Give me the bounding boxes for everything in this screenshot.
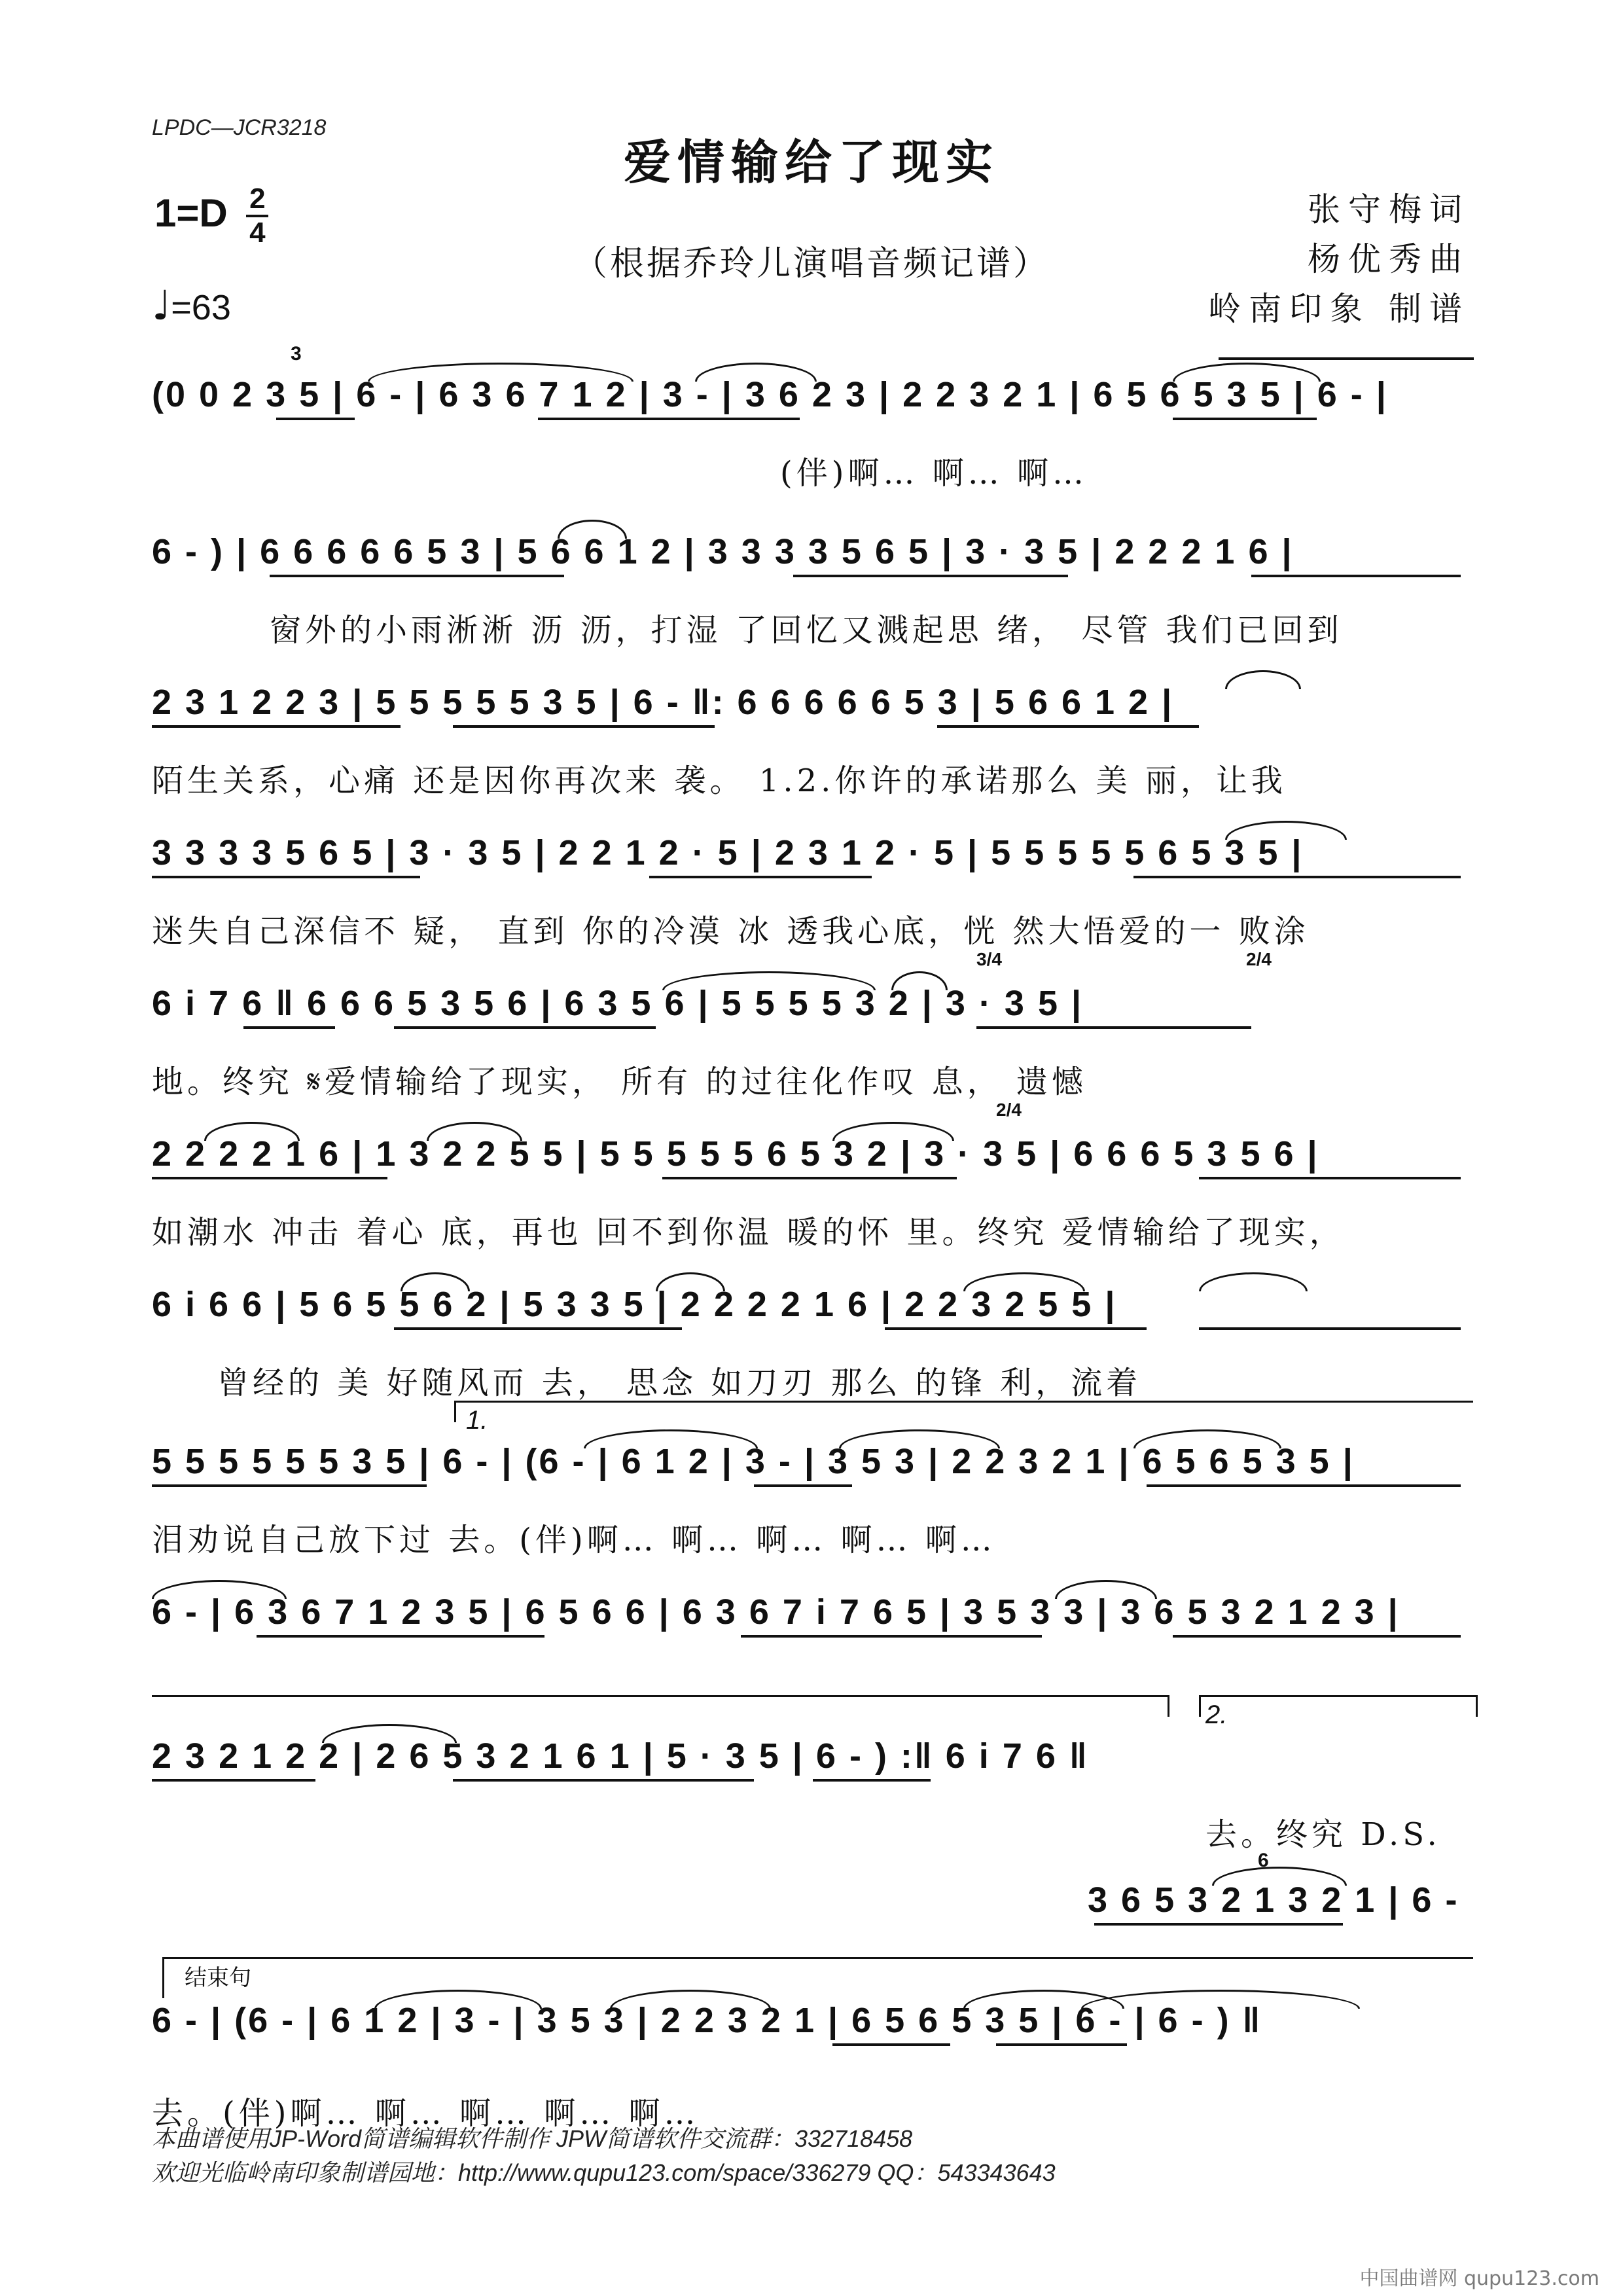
score-row-6 (152, 1100, 1471, 1257)
beam-line (1219, 357, 1474, 360)
score-row-2 (152, 524, 1471, 655)
slur (963, 1272, 1085, 1291)
underline-beam (1251, 575, 1461, 577)
notation-line: 6 - ) | 6 6 6 6 6 5 3 | 5 6 6 1 2 | 3 3 3 3 5 6 5 | 3 · 3 5 | 2 2 2 1 6 | (152, 532, 1294, 571)
slur (368, 363, 633, 382)
meter-change: 3/4 (976, 949, 1002, 969)
time-signature (246, 185, 268, 247)
first-ending-continuation (152, 1695, 1169, 1717)
slur (1133, 1429, 1281, 1448)
underline-beam (996, 2043, 1127, 2046)
score-row-10 (152, 1700, 1471, 1853)
score-row-5 (152, 949, 1471, 1106)
underline-beam (1133, 876, 1461, 878)
underline-beam (152, 1177, 387, 1179)
underline-beam (243, 1026, 335, 1029)
lyrics-line: 迷失自己深信不 疑， 直到 你的冷漠 冰 透我心底，恍 然大悟爱的一 败涂 (152, 913, 1310, 950)
score-row-3 (152, 674, 1471, 805)
underline-beam (937, 725, 1199, 728)
meter-change: 2/4 (996, 1100, 1022, 1120)
slur (401, 1272, 470, 1291)
coda-label: 结束句 (185, 1965, 251, 1990)
underline-beam (152, 1484, 427, 1487)
slur (1225, 821, 1347, 840)
tempo-marking (152, 281, 231, 329)
underline-beam (1147, 1484, 1461, 1487)
notation-line: 6 - | 6 3 6 7 1 2 3 5 | 6 5 6 6 | 6 3 6 7 i 7 6 5 | 3 5 3 3 | 3 6 5 3 2 1 2 3 | (152, 1592, 1400, 1632)
underline-beam (813, 1779, 931, 1782)
underline-beam (1173, 1635, 1461, 1638)
underline-beam (276, 418, 355, 420)
slur (662, 971, 876, 990)
notation-line: (0 0 2 3 5 | 6 - | 6 3 6 7 1 2 | 3 - | 3 6 2 3 | 2 2 3 2 1 | 6 5 6 5 3 5 | 6 - | (152, 375, 1388, 414)
notation-line: 3 3 3 3 5 6 5 | 3 · 3 5 | 2 2 1 2 · 5 | 2 3 1 2 · 5 | 5 5 5 5 5 6 5 3 5 | (152, 833, 1304, 872)
underline-beam (793, 575, 1068, 577)
slur (558, 520, 627, 539)
score-code: LPDC—JCR3218 (152, 115, 327, 140)
underline-beam (394, 1026, 656, 1029)
score-row-11-ossia (152, 1850, 1471, 1944)
notation-line: 2 3 2 1 2 2 | 2 6 5 3 2 1 6 1 | 5 · 3 5 | 6 - ) :‖ 6 i 7 6 ‖ (152, 1736, 1089, 1776)
slur (1199, 1272, 1308, 1291)
score-row-8 (152, 1406, 1471, 1564)
score-row-12-coda (152, 1965, 1471, 2132)
underline-beam (649, 876, 872, 878)
first-ending-bracket (454, 1401, 1473, 1422)
slur (152, 1580, 287, 1599)
underline-beam (152, 1779, 315, 1782)
credits (1208, 185, 1470, 334)
sextuplet-marker: 6 (1258, 1850, 1269, 1871)
second-ending-label: 2. (1205, 1700, 1228, 1729)
underline-beam (754, 1484, 852, 1487)
underline-beam (453, 1779, 754, 1782)
underline-beam (270, 575, 564, 577)
slur (1212, 1867, 1347, 1886)
slur (656, 1272, 725, 1291)
underline-beam (152, 876, 420, 878)
underline-beam (152, 725, 401, 728)
key-signature (154, 185, 268, 247)
lyrics-line: 陌生关系，心痛 还是因你再次来 袭。 1.2.你许的承诺那么 美 丽，让我 (152, 762, 1287, 799)
transcriber-credit: 岭南印象 制谱 (1208, 290, 1470, 328)
key-label: 1=D (154, 190, 228, 235)
footer-line-1: 本曲谱使用JP-Word简谱编辑软件制作 JPW简谱软件交流群：332718458 (152, 2125, 913, 2152)
underline-beam (741, 1635, 1042, 1638)
lyrics-line: (伴)啊… 啊… 啊… (780, 455, 1088, 492)
notation-line: 2 3 1 2 2 3 | 5 5 5 5 5 3 5 | 6 - ‖: 6 6 6 6 6 5 3 | 5 6 6 1 2 | (152, 683, 1174, 722)
underline-beam (662, 1177, 957, 1179)
lyrics-line: 泪劝说自己放下过 去。(伴)啊… 啊… 啊… 啊… 啊… (152, 1522, 996, 1558)
meter-change: 2/4 (1246, 949, 1272, 969)
slur (891, 971, 948, 990)
notation-line: 6 i 7 6 ‖ 6 6 6 5 3 5 6 | 6 3 5 6 | 5 5 5 5 3 2 | 3 · 3 5 | (152, 984, 1084, 1023)
triplet-marker: 3 (291, 343, 302, 365)
underline-beam (1199, 1327, 1461, 1330)
lyrics-line: 窗外的小雨淅淅 沥 沥，打湿 了回忆又溅起思 绪， 尽管 我们已回到 (270, 612, 1343, 649)
footer-line-2: 欢迎光临岭南印象制谱园地：http://www.qupu123.com/space/336279 QQ：543343643 (152, 2159, 1056, 2186)
underline-beam (257, 1635, 544, 1638)
slur (1173, 363, 1321, 382)
slur (832, 1122, 954, 1141)
watermark: 中国曲谱网 qupu123.com (1359, 2267, 1599, 2290)
slur (427, 1122, 522, 1141)
underline-beam (885, 1327, 1147, 1330)
slur (322, 1724, 457, 1743)
notation-line: 6 - | (6 - | 6 1 2 | 3 - | 3 5 3 | 2 2 3 2 1 | 6 5 6 5 3 5 | 6 - | 6 - ) ‖ (152, 2001, 1262, 2040)
lyrics-line: 地。终究 𝄋爱情输给了现实， 所有 的过往化作叹 息， 遗憾 (152, 1064, 1087, 1100)
page-subtitle: （根据乔玲儿演唱音频记谱） (573, 244, 1050, 283)
time-bottom: 4 (249, 217, 266, 249)
score-row-4 (152, 825, 1471, 956)
underline-beam (1173, 418, 1317, 420)
quarter-note-icon: ♩ (152, 281, 171, 329)
lyricist-credit: 张守梅词 (1308, 190, 1470, 228)
score-row-7 (152, 1276, 1471, 1407)
second-ending-bracket (1199, 1695, 1478, 1717)
lyrics-line: 如潮水 冲击 着心 底，再也 回不到你温 暖的怀 里。终究 爱情输给了现实， (152, 1214, 1345, 1251)
tempo-value: =63 (171, 288, 231, 327)
slur (1055, 1580, 1157, 1599)
page-title: 爱情输给了现实 (623, 134, 999, 190)
notation-line: 3 6 5 3 2 1 3 2 1 | 6 - (1088, 1880, 1459, 1920)
lyrics-line: 曾经的 美 好随风而 去， 思念 如刀刃 那么 的锋 利，流着 (217, 1365, 1142, 1401)
underline-beam (832, 2043, 950, 2046)
first-ending-label: 1. (466, 1406, 488, 1435)
underline-beam (976, 1026, 1251, 1029)
score-row-1 (152, 343, 1471, 497)
underline-beam (453, 725, 715, 728)
score-row-9 (152, 1584, 1471, 1676)
notation-line: 5 5 5 5 5 5 3 5 | 6 - | (6 - | 6 1 2 | 3 - | 3 5 3 | 2 2 3 2 1 | 6 5 6 5 3 5 | (152, 1442, 1355, 1481)
underline-beam (394, 1327, 682, 1330)
notation-line: 2 2 2 2 1 6 | 1 3 2 2 5 5 | 5 5 5 5 5 6 5 3 2 | 3 · 3 5 | 6 6 6 5 3 5 6 | (152, 1134, 1319, 1174)
time-top: 2 (249, 183, 266, 215)
slur (584, 1429, 758, 1448)
notation-line: 6 i 6 6 | 5 6 5 5 6 2 | 5 3 3 5 | 2 2 2 2 1 6 | 2 2 3 2 5 5 | (152, 1285, 1117, 1324)
lyrics-line: 去。终究 D.S. (1205, 1816, 1441, 1853)
slur (204, 1122, 300, 1141)
slur (695, 363, 817, 382)
underline-beam (1094, 1923, 1343, 1926)
slur (1225, 670, 1301, 689)
slur (839, 1429, 1000, 1448)
underline-beam (1199, 1177, 1461, 1179)
composer-credit: 杨优秀曲 (1308, 240, 1470, 278)
underline-beam (538, 418, 800, 420)
lyrics-line: 去。(伴)啊… 啊… 啊… 啊… 啊… (152, 2095, 700, 2132)
